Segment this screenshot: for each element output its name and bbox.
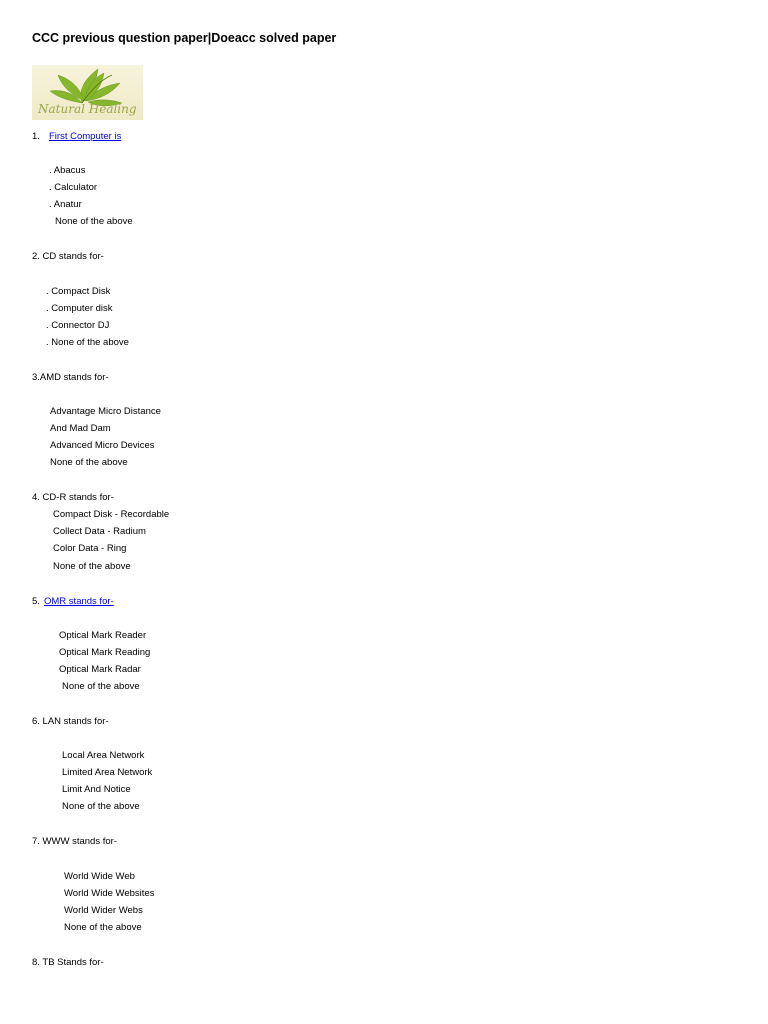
q4-option-2: Collect Data - Radium	[53, 526, 146, 537]
q5-number: 5.	[32, 596, 40, 607]
q8-label: 8. TB Stands for-	[32, 957, 104, 968]
q7-option-1: World Wide Web	[64, 871, 135, 882]
q4-option-1: Compact Disk - Recordable	[53, 509, 170, 520]
q1-link[interactable]: First Computer is	[49, 131, 122, 142]
q3-option-1: Advantage Micro Distance	[50, 406, 161, 417]
q2-option-2: . Computer disk	[46, 303, 113, 314]
q3-option-2: And Mad Dam	[50, 423, 111, 434]
q4-option-3: Color Data - Ring	[53, 543, 127, 554]
q7-option-3: World Wider Webs	[64, 905, 143, 916]
q1-option-1: . Abacus	[49, 165, 86, 176]
q5-option-1: Optical Mark Reader	[59, 630, 147, 641]
q1-option-2: . Calculator	[49, 182, 98, 193]
page-title: CCC previous question paper|Doeacc solved paper	[32, 31, 337, 45]
leaf-icon	[32, 65, 143, 120]
q4-option-4: None of the above	[53, 561, 131, 572]
q6-option-1: Local Area Network	[62, 750, 145, 761]
q2-option-4: . None of the above	[46, 337, 129, 348]
q6-label: 6. LAN stands for-	[32, 716, 109, 727]
logo-text: Natural Healing	[38, 102, 137, 116]
q5-link[interactable]: OMR stands for-	[44, 596, 114, 607]
q2-label: 2. CD stands for-	[32, 251, 104, 262]
q1-option-4: None of the above	[55, 216, 133, 227]
q2-option-3: . Connector DJ	[46, 320, 110, 331]
q6-option-3: Limit And Notice	[62, 784, 131, 795]
q1-option-3: . Anatur	[49, 199, 82, 210]
q4-label: 4. CD-R stands for-	[32, 492, 114, 503]
q6-option-2: Limited Area Network	[62, 767, 153, 778]
q3-label: 3.AMD stands for-	[32, 372, 109, 383]
natural-healing-logo	[32, 65, 143, 120]
q7-label: 7. WWW stands for-	[32, 836, 117, 847]
q5-option-2: Optical Mark Reading	[59, 647, 151, 658]
q3-option-4: None of the above	[50, 457, 128, 468]
q3-option-3: Advanced Micro Devices	[50, 440, 155, 451]
q2-option-1: . Compact Disk	[46, 286, 111, 297]
q7-option-2: World Wide Websites	[64, 888, 155, 899]
q6-option-4: None of the above	[62, 801, 140, 812]
q1-number: 1.	[32, 131, 40, 142]
q7-option-4: None of the above	[64, 922, 142, 933]
q5-option-3: Optical Mark Radar	[59, 664, 141, 675]
q5-option-4: None of the above	[62, 681, 140, 692]
